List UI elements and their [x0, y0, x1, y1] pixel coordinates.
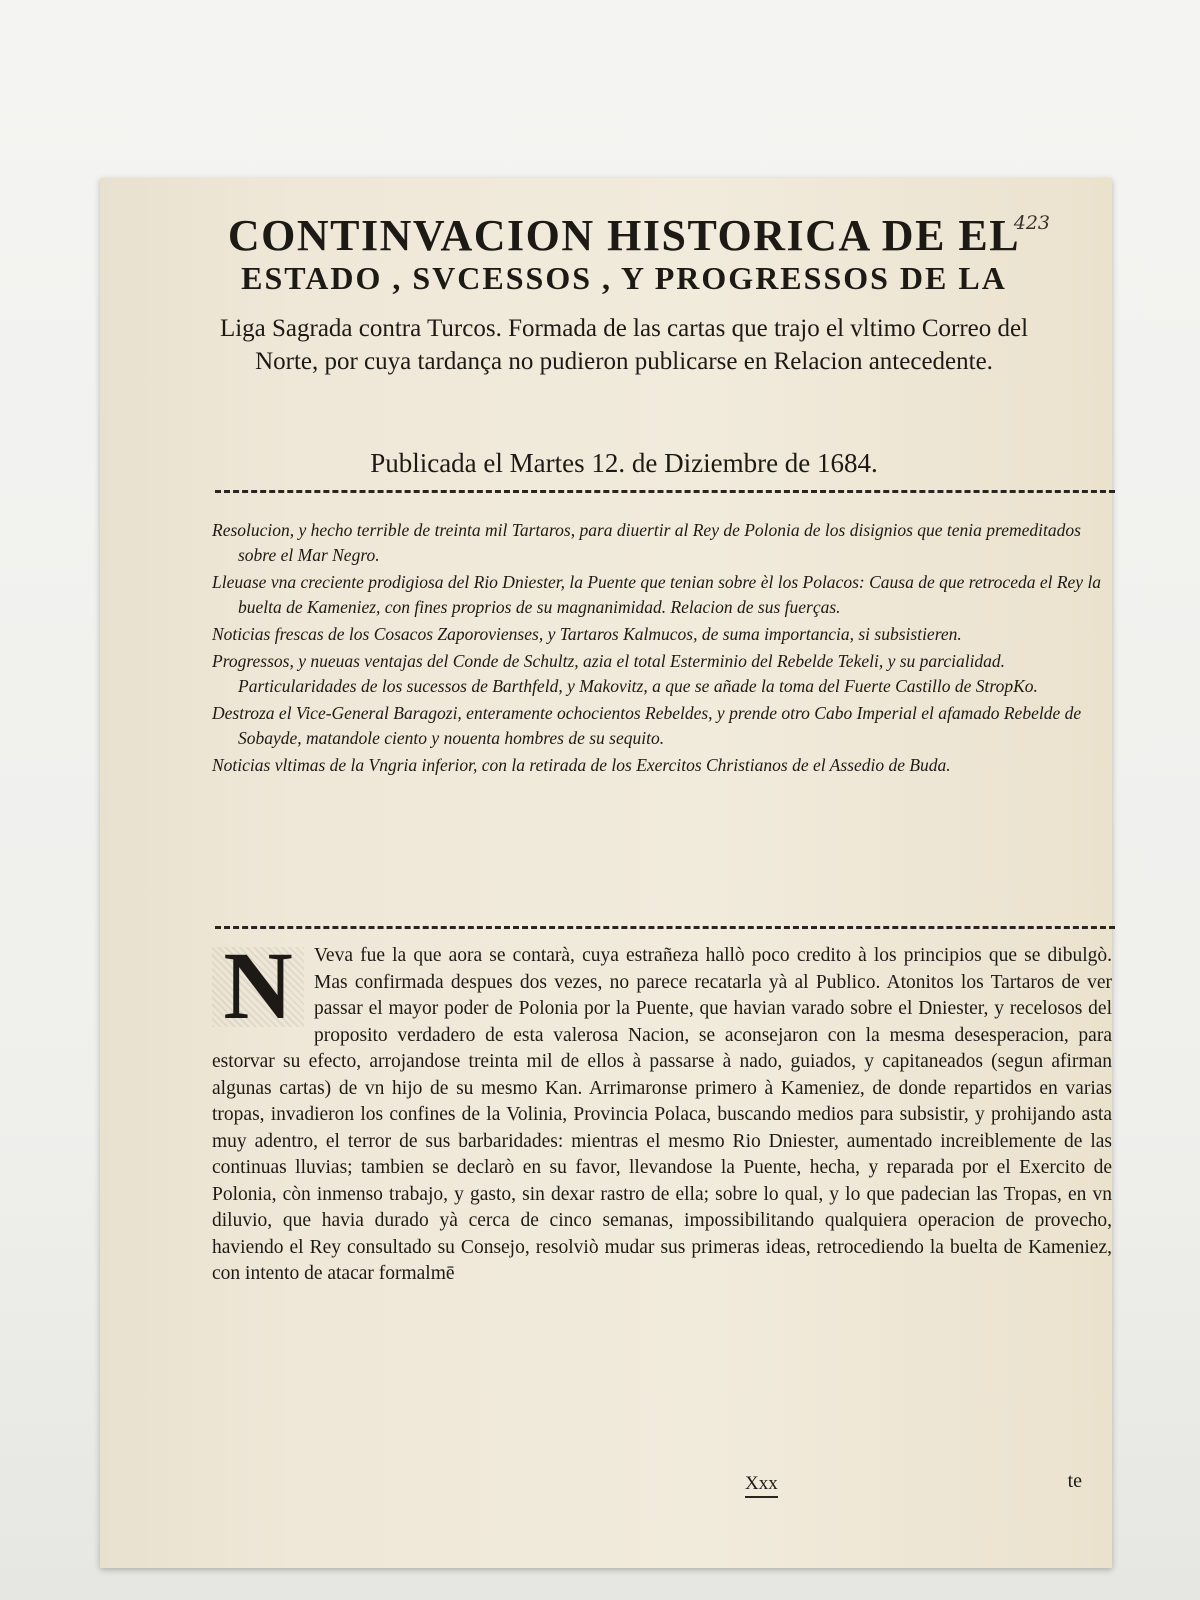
- document-subtitle: Liga Sagrada contra Turcos. Formada de las cartas que trajo el vltimo Correo del Norte, por cuya tardança no pudieron publicarse en Relacion antecedente.: [219, 315, 1029, 375]
- title-line-1: CONTINVACION HISTORICA DE EL: [227, 211, 1021, 260]
- body-paragraph: Veva fue la que aora se contarà, cuya estrañeza hallò poco credito à los principios que se dibulgò. Mas confirmada despues dos vezes, no parece recatarla yà al Publico. Atonitos los Tartaros de ver passar el mayor poder de Polonia por la Puente, que havian varado sobre el Dniester, y recelosos del proposito verdadero de esta valerosa Nacion, se aconsejaron con la mesma desesperacion, para estorvar su efecto, arrojandose treinta mil de ellos à passarse à nado, guiados, y capitaneados (segun afirman algunas cartas) de vn hijo de su mesmo Kan. Arrimaronse primero à Kameniez, de donde repartidos en varias tropas, invadieron los confines de la Volinia, Provincia Polaca, buscando medios para subsistir, y prohijando asta muy adentro, el terror de sus barbaridades: mientras el mesmo Rio Dniester, aumentado increiblemente de las continuas lluvias; tambien se declarò en su favor, llevandose la Puente, hecha, y reparada por el Exercito de Polonia, còn inmenso trabajo, y gasto, sin dexar rastro de ella; sobre lo qual, y lo que padecian las Tropas, en vn diluvio, que havia durado yà cerca de cinco semanas, impossibilitando qualquiera operacion de provecho, haviendo el Rey consultado su Consejo, resolviò mudar sus primeras ideas, retrocediendo la buelta de Kameniez, con intento de atacar formalmē: [212, 945, 1112, 1284]
- summary-item: Progressos, y nueuas ventajas del Conde de Schultz, azia el total Esterminio del Rebelde Tekeli, y su parcialidad. Particularidades de los sucessos de Barthfeld, y Makovitz, a que se añade la toma del Fuerte Castillo de StropKo.: [212, 651, 1038, 696]
- summary-item: Destroza el Vice-General Baragozi, enteramente ochocientos Rebeldes, y prende otro Cabo Imperial el afamado Rebelde de Sobayde, matandole ciento y nouenta hombres de su sequito.: [212, 703, 1082, 748]
- signature-mark: Xxx: [745, 1473, 778, 1498]
- summary-item: Lleuase vna creciente prodigiosa del Rio Dniester, la Puente que tenian sobre èl los Polacos: Causa de que retroceda el Rey la buelta de Kameniez, con fines proprios de su magnanimidad. Relacion de sus fuerças.: [212, 572, 1102, 617]
- summary-item: Noticias vltimas de la Vngria inferior, con la retirada de los Exercitos Christianos de el Assedio de Buda.: [212, 755, 951, 775]
- divider-middle: [215, 926, 1115, 929]
- publication-date: Publicada el Martes 12. de Diziembre de 1684.: [370, 448, 878, 478]
- body-text: [212, 932, 1112, 1288]
- catchword: te: [1067, 1470, 1082, 1492]
- document-title: [210, 211, 1038, 296]
- summary-item: Noticias frescas de los Cosacos Zaporovienses, y Tartaros Kalmucos, de suma importancia, si subsistieren.: [212, 624, 962, 644]
- title-line-2: ESTADO , SVCESSOS , Y PROGRESSOS DE LA: [241, 260, 1007, 296]
- summary-list: [212, 518, 1112, 780]
- document-page: [100, 178, 1112, 1568]
- summary-item: Resolucion, y hecho terrible de treinta mil Tartaros, para diuertir al Rey de Polonia de los disignios que tenia premeditados sobre el Mar Negro.: [212, 520, 1081, 565]
- drop-cap: N: [212, 947, 304, 1027]
- page-number: 423: [1013, 212, 1050, 234]
- divider-top: [215, 490, 1115, 493]
